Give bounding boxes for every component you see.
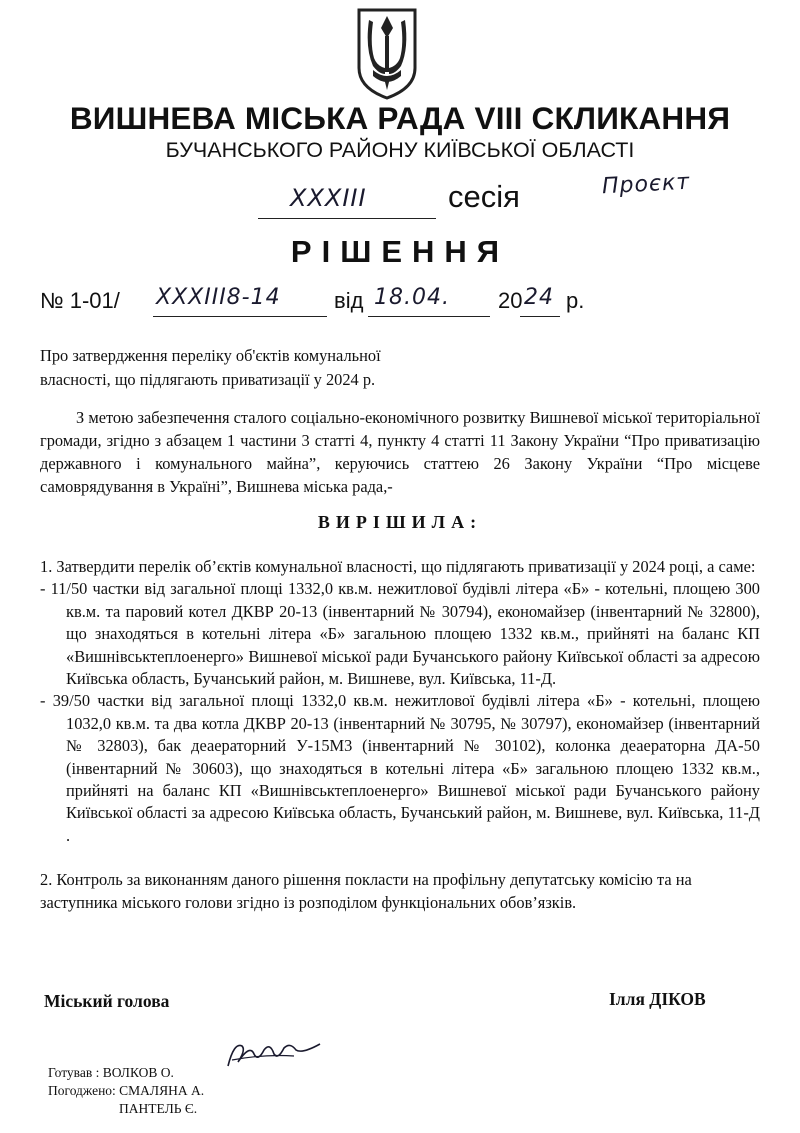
agreed-by: Погоджено: СМАЛЯНА А. xyxy=(48,1083,205,1098)
date-handwritten: 18.04. xyxy=(374,285,450,310)
resolved-heading: ВИРІШИЛА: xyxy=(317,512,483,532)
subject-line-2: власності, що підлягають приватизації у 2024 р. xyxy=(40,370,376,389)
draft-mark: Проєкт xyxy=(601,169,691,200)
year-suffix: р. xyxy=(566,288,585,313)
date-underline xyxy=(368,316,490,317)
council-title: ВИШНЕВА МІСЬКА РАДА VIII СКЛИКАННЯ xyxy=(69,100,731,136)
item-1-intro: 1. Затвердити перелік об’єктів комунальної власності, що підлягають приватизації у 2024 році, а саме: xyxy=(40,557,756,576)
prepared-by: Готував : ВОЛКОВ О. xyxy=(48,1065,174,1080)
preamble-paragraph: З метою забезпечення сталого соціально-економічного розвитку Вишневої міської територіальної громади, згідно з абзацем 1 частини 3 статті 4, пункту 4 статті 11 Закону України “Про приватизацію державного і комунального майна”, керуючись статтею 26 Закону України “Про місцеве самоврядування в Україні”, Вишнева міська рада,- xyxy=(40,408,760,496)
session-label: сесія xyxy=(448,179,520,214)
year-prefix: 20 xyxy=(498,288,523,313)
session-number-handwritten: XXXIII xyxy=(290,184,367,212)
date-prefix: від xyxy=(334,288,364,313)
decision-number-underline xyxy=(153,316,327,317)
mayor-label: Міський голова xyxy=(44,991,170,1011)
prepared-block xyxy=(48,1064,204,1118)
decision-heading: РІШЕННЯ xyxy=(290,234,510,269)
item-2: 2. Контроль за виконанням даного рішення покласти на профільну депутатську комісію та на заступника міського голови згідно із розподілом функціональних обов’язків. xyxy=(40,870,692,912)
coat-of-arms-trident-icon xyxy=(355,8,419,100)
session-underline xyxy=(258,218,436,219)
item-1-bullet-1: - 11/50 частки від загальної площі 1332,0 кв.м. нежитлової будівлі літера «Б» - котельні, площею 300 кв.м. та паровий котел ДКВР 20-13 (інвентарний № 30794), економайзер (інвентарний № 32800), що знаходяться в котельні літера «Б» загальною площею 1332 кв.м., прийняті на баланс КП «Вишнівськтеплоенерго» Вишневої міської ради Бучанського району Київської області за адресою Київська область, Бучанський район, м. Вишневе, вул. Київська, 11-Д. xyxy=(40,579,760,689)
year-handwritten: 24 xyxy=(524,285,554,310)
decision-number-prefix: № 1-01/ xyxy=(40,288,120,313)
agreed-by-2: ПАНТЕЛЬ Є. xyxy=(119,1101,198,1116)
decision-subject xyxy=(40,344,440,392)
year-underline xyxy=(520,316,560,317)
handwritten-signature xyxy=(224,1036,324,1072)
decision-number-handwritten: XXXIII8-14 xyxy=(156,285,281,310)
subject-line-1: Про затвердження переліку об'єктів комунальної xyxy=(40,346,381,365)
decision-body xyxy=(40,556,760,914)
district-title: БУЧАНСЬКОГО РАЙОНУ КИЇВСЬКОЇ ОБЛАСТІ xyxy=(165,138,635,162)
decision-number-row xyxy=(40,285,600,321)
mayor-name: Ілля ДІКОВ xyxy=(609,989,706,1009)
item-1-bullet-2: - 39/50 частки від загальної площі 1332,0 кв.м. нежитлової будівлі літера «Б» - котельні, площею 1032,0 кв.м. та два котла ДКВР 20-13 (інвентарний № 30795, № 30797), економайзер (інвентарний № 32803), бак деаераторний У-15М3 (інвентарний № 30102), колонка деаераторна ДА-50 (інвентарний № 30603), що знаходяться в котельні літера «Б» загальною площею 1332 кв.м., прийняті на баланс КП «Вишнівськтеплоенерго» Вишневої міської ради Бучанського району Київської області за адресою Київська область, Бучанський район, м. Вишневе, вул. Київська, 11-Д . xyxy=(40,691,760,845)
